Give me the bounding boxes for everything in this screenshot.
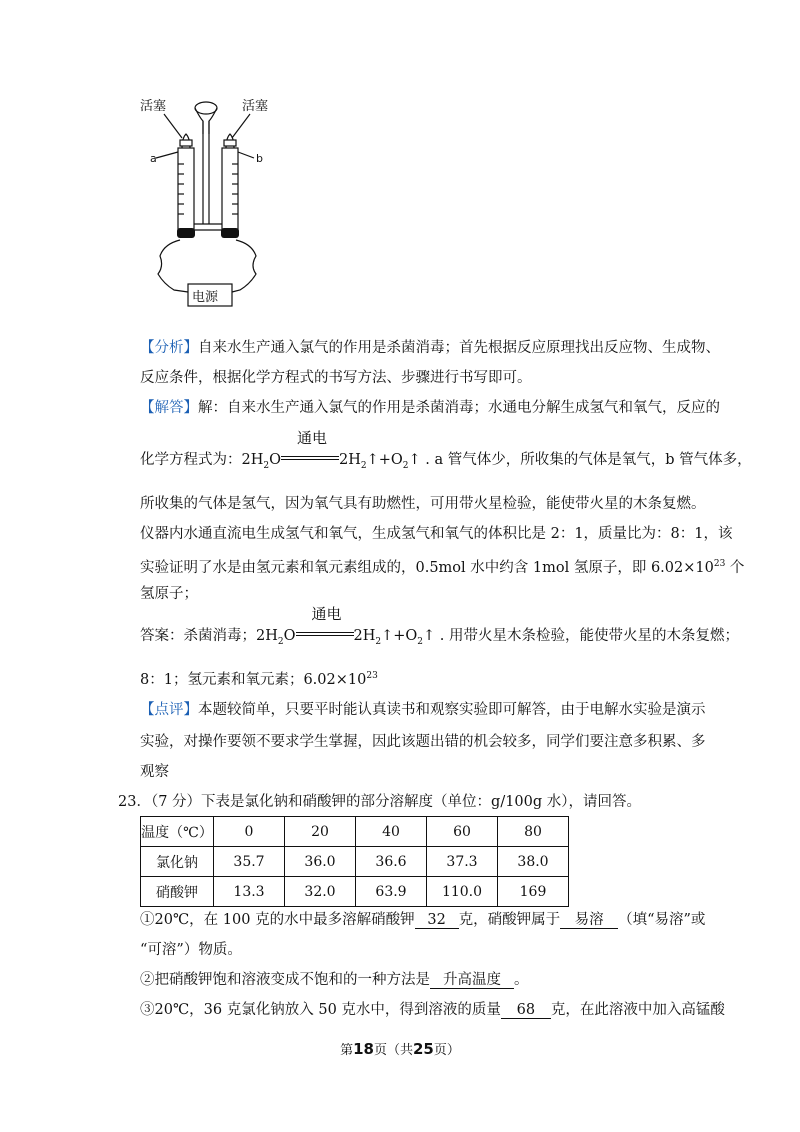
analysis-line-1: 【分析】自来水生产通入氯气的作用是杀菌消毒；首先根据反应原理找出反应物、生成物、	[140, 340, 720, 356]
table-cell: 38.0	[498, 847, 569, 877]
table-cell: 60	[427, 817, 498, 847]
review-line-2: 实验，对操作要领不要求学生掌握，因此该题出错的机会较多，同学们要注意多积累、多	[140, 734, 706, 750]
analysis-tag: 【分析】	[140, 340, 198, 356]
table-cell: 110.0	[427, 877, 498, 907]
final-answer-line-2: 8：1；氢元素和氧元素；$6.02\times 10^{23}$	[140, 671, 378, 688]
table-cell: 35.7	[214, 847, 285, 877]
answer-equation-line: 化学方程式为：$2H_2O$ 通电 $2H_2↑+O_2↑$ . a 管气体少，所收集的气体是氧气，b 管气体多，	[140, 429, 752, 471]
review-line-1: 【点评】本题较简单，只要平时能认真读书和观察实验即可解答，由于电解水实验是演示	[140, 702, 706, 718]
table-cell: 36.6	[356, 847, 427, 877]
table-cell: 32.0	[285, 877, 356, 907]
table-cell: 63.9	[356, 877, 427, 907]
answer-line-5: 实验证明了水是由氢元素和氧元素组成的，0.5mol 水中约含 1mol 氢原子，即 $6.02\times 10^{23}$ 个	[140, 559, 745, 576]
final-answer-line-1: 答案：杀菌消毒；$2H_2O$ 通电 $2H_2↑+O_2↑$ . 用带火星木条检验，能使带火星的木条复燃；	[140, 605, 740, 647]
electrolysis-apparatus-figure	[134, 94, 280, 316]
table-cell: 温度（℃）	[141, 817, 214, 847]
answer-line-4: 仪器内水通直流电生成氢气和氧气，生成氢气和氧气的体积比是 2：1，质量比为：8：1，该	[140, 526, 733, 542]
page-footer: 第18页（共25页）	[340, 1040, 460, 1058]
table-row	[141, 877, 569, 907]
table-cell: 氯化钠	[141, 847, 214, 877]
sub-question-1-line-1: ①20℃，在 100 克的水中最多溶解硝酸钾 32 克，硝酸钾属于 易溶 （填“易溶”或	[140, 912, 706, 928]
stopcock-label-left: 活塞	[140, 99, 167, 114]
table-row	[141, 847, 569, 877]
table-cell: 169	[498, 877, 569, 907]
table-cell: 硝酸钾	[141, 877, 214, 907]
answer-line-1: 【解答】解：自来水生产通入氯气的作用是杀菌消毒；水通电分解生成氢气和氧气，反应的	[140, 400, 720, 416]
solubility-table	[140, 816, 569, 907]
answer-line-6: 氢原子；	[140, 586, 198, 602]
answer-blank: 32	[415, 912, 459, 929]
table-cell: 20	[285, 817, 356, 847]
analysis-line-2: 反应条件，根据化学方程式的书写方法、步骤进行书写即可。	[140, 370, 532, 386]
reaction-condition-2: 通电	[296, 626, 354, 640]
review-tag: 【点评】	[140, 702, 198, 718]
tube-label-a: a	[150, 152, 157, 165]
table-cell: 37.3	[427, 847, 498, 877]
review-line-3: 观察	[140, 764, 169, 780]
tube-label-b: b	[256, 152, 263, 165]
stopcock-label-right: 活塞	[242, 99, 269, 114]
answer-tag: 【解答】	[140, 400, 198, 416]
sub-question-1-line-2: “可溶”）物质。	[140, 942, 242, 958]
table-cell: 80	[498, 817, 569, 847]
sub-question-3: ③20℃，36 克氯化钠放入 50 克水中，得到溶液的质量 68 克，在此溶液中加入高锰酸	[140, 1002, 725, 1018]
question-23-intro: 23．（7 分）下表是氯化钠和硝酸钾的部分溶解度（单位：g/100g 水），请回答。	[118, 794, 642, 810]
answer-blank: 68	[501, 1002, 551, 1019]
answer-line-3: 所收集的气体是氢气，因为氧气具有助燃性，可用带火星检验，能使带火星的木条复燃。	[140, 496, 706, 512]
sub-question-2: ②把硝酸钾饱和溶液变成不饱和的一种方法是 升高温度 。	[140, 972, 529, 988]
page-total: 25	[413, 1040, 434, 1058]
table-cell: 40	[356, 817, 427, 847]
table-cell: 13.3	[214, 877, 285, 907]
reaction-condition: 通电	[281, 450, 339, 464]
table-cell: 36.0	[285, 847, 356, 877]
table-header-row	[141, 817, 569, 847]
table-cell: 0	[214, 817, 285, 847]
page-number: 18	[353, 1040, 374, 1058]
answer-blank: 升高温度	[430, 972, 514, 989]
answer-blank: 易溶	[560, 912, 618, 929]
power-source-label: 电源	[192, 290, 219, 305]
